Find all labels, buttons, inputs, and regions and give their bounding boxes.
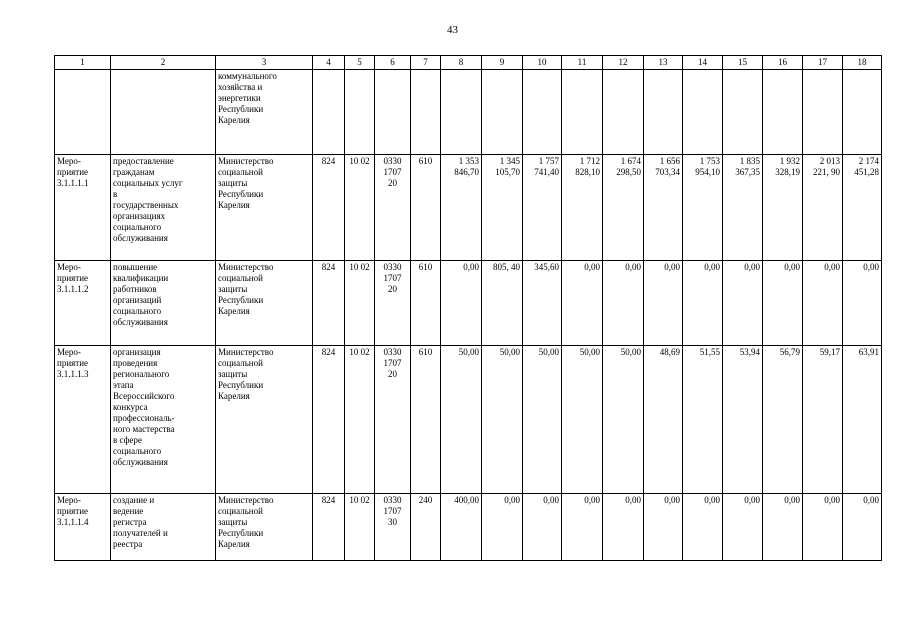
- event-code: Меро- приятие 3.1.1.1.1: [55, 155, 111, 261]
- rzpr-cell: 10 02: [345, 346, 375, 494]
- header-cell: 9: [482, 56, 523, 70]
- header-cell: 17: [803, 56, 843, 70]
- amount-cell: 2 174 451,28: [843, 155, 882, 261]
- header-cell: 4: [313, 56, 345, 70]
- csr-cell: 0330 1707 20: [375, 346, 411, 494]
- vr-cell: 610: [411, 155, 441, 261]
- amount-cell: 50,00: [441, 346, 482, 494]
- executor-cell: Министерство социальной защиты Республики Карелия: [216, 494, 313, 561]
- event-code: Меро- приятие 3.1.1.1.4: [55, 494, 111, 561]
- amount-cell: 0,00: [562, 494, 603, 561]
- header-cell: 18: [843, 56, 882, 70]
- amount-cell: 1 753 954,10: [683, 155, 723, 261]
- header-cell: 2: [111, 56, 216, 70]
- amount-cell: 0,00: [723, 261, 763, 346]
- header-row: [55, 56, 882, 70]
- header-cell: 10: [523, 56, 562, 70]
- amount-cell: 1 757 741,40: [523, 155, 562, 261]
- amount-cell: 0,00: [683, 261, 723, 346]
- amount-cell: 0,00: [441, 261, 482, 346]
- header-cell: 5: [345, 56, 375, 70]
- amount-cell: 56,79: [763, 346, 803, 494]
- header-cell: 7: [411, 56, 441, 70]
- budget-table: [54, 55, 882, 561]
- amount-cell: 0,00: [603, 261, 644, 346]
- csr-cell: 0330 1707 20: [375, 261, 411, 346]
- header-cell: 11: [562, 56, 603, 70]
- rzpr-cell: 10 02: [345, 155, 375, 261]
- amount-cell: 345,60: [523, 261, 562, 346]
- amount-cell: 0,00: [523, 494, 562, 561]
- amount-cell: 0,00: [723, 494, 763, 561]
- vr-cell: 240: [411, 494, 441, 561]
- executor-cell: Министерство социальной защиты Республики Карелия: [216, 155, 313, 261]
- header-cell: 12: [603, 56, 644, 70]
- amount-cell: 1 656 703,34: [644, 155, 683, 261]
- amount-cell: 0,00: [803, 494, 843, 561]
- executor-cell: Министерство социальной защиты Республики Карелия: [216, 346, 313, 494]
- event-code: Меро- приятие 3.1.1.1.3: [55, 346, 111, 494]
- amount-cell: 0,00: [482, 494, 523, 561]
- rzpr-cell: 10 02: [345, 494, 375, 561]
- grbs-cell: 824: [313, 494, 345, 561]
- amount-cell: 1 712 828,10: [562, 155, 603, 261]
- grbs-cell: 824: [313, 261, 345, 346]
- amount-cell: 0,00: [843, 261, 882, 346]
- amount-cell: 50,00: [562, 346, 603, 494]
- event-name: повышение квалификации работников организаций социального обслуживания: [111, 261, 216, 346]
- amount-cell: 0,00: [763, 494, 803, 561]
- grbs-cell: 824: [313, 155, 345, 261]
- header-cell: 13: [644, 56, 683, 70]
- table-row: [55, 494, 882, 561]
- table-row: [55, 155, 882, 261]
- header-cell: 8: [441, 56, 482, 70]
- page-number: 43: [447, 24, 458, 36]
- amount-cell: 805, 40: [482, 261, 523, 346]
- vr-cell: 610: [411, 261, 441, 346]
- amount-cell: 0,00: [644, 261, 683, 346]
- amount-cell: 63,91: [843, 346, 882, 494]
- amount-cell: 0,00: [803, 261, 843, 346]
- vr-cell: 610: [411, 346, 441, 494]
- header-cell: 3: [216, 56, 313, 70]
- rzpr-cell: 10 02: [345, 261, 375, 346]
- amount-cell: 50,00: [603, 346, 644, 494]
- amount-cell: 0,00: [562, 261, 603, 346]
- executor-cell: Министерство социальной защиты Республики Карелия: [216, 261, 313, 346]
- grbs-cell: 824: [313, 346, 345, 494]
- amount-cell: 0,00: [683, 494, 723, 561]
- header-cell: 16: [763, 56, 803, 70]
- event-name: создание и ведение регистра получателей и реестра: [111, 494, 216, 561]
- csr-cell: 0330 1707 20: [375, 155, 411, 261]
- amount-cell: 1 835 367,35: [723, 155, 763, 261]
- header-cell: 6: [375, 56, 411, 70]
- csr-cell: 0330 1707 30: [375, 494, 411, 561]
- continuation-row: [55, 70, 882, 155]
- amount-cell: 0,00: [763, 261, 803, 346]
- event-name: организация проведения регионального этапа Всероссийского конкурса профессиональ- ного мастерства в сфере социального обслуживания: [111, 346, 216, 494]
- amount-cell: 1 932 328,19: [763, 155, 803, 261]
- amount-cell: 53,94: [723, 346, 763, 494]
- event-code: Меро- приятие 3.1.1.1.2: [55, 261, 111, 346]
- event-name: предоставление гражданам социальных услуг в государственных организациях социального обслуживания: [111, 155, 216, 261]
- executor-cell: коммунального хозяйства и энергетики Республики Карелия: [216, 70, 313, 155]
- table-row: [55, 261, 882, 346]
- header-cell: 1: [55, 56, 111, 70]
- amount-cell: 1 353 846,70: [441, 155, 482, 261]
- amount-cell: 0,00: [603, 494, 644, 561]
- amount-cell: 2 013 221, 90: [803, 155, 843, 261]
- amount-cell: 1 674 298,50: [603, 155, 644, 261]
- header-cell: 14: [683, 56, 723, 70]
- amount-cell: 400,00: [441, 494, 482, 561]
- amount-cell: 0,00: [644, 494, 683, 561]
- table-row: [55, 346, 882, 494]
- amount-cell: 59,17: [803, 346, 843, 494]
- amount-cell: 50,00: [523, 346, 562, 494]
- header-cell: 15: [723, 56, 763, 70]
- amount-cell: 51,55: [683, 346, 723, 494]
- amount-cell: 50,00: [482, 346, 523, 494]
- amount-cell: 0,00: [843, 494, 882, 561]
- amount-cell: 1 345 105,70: [482, 155, 523, 261]
- amount-cell: 48,69: [644, 346, 683, 494]
